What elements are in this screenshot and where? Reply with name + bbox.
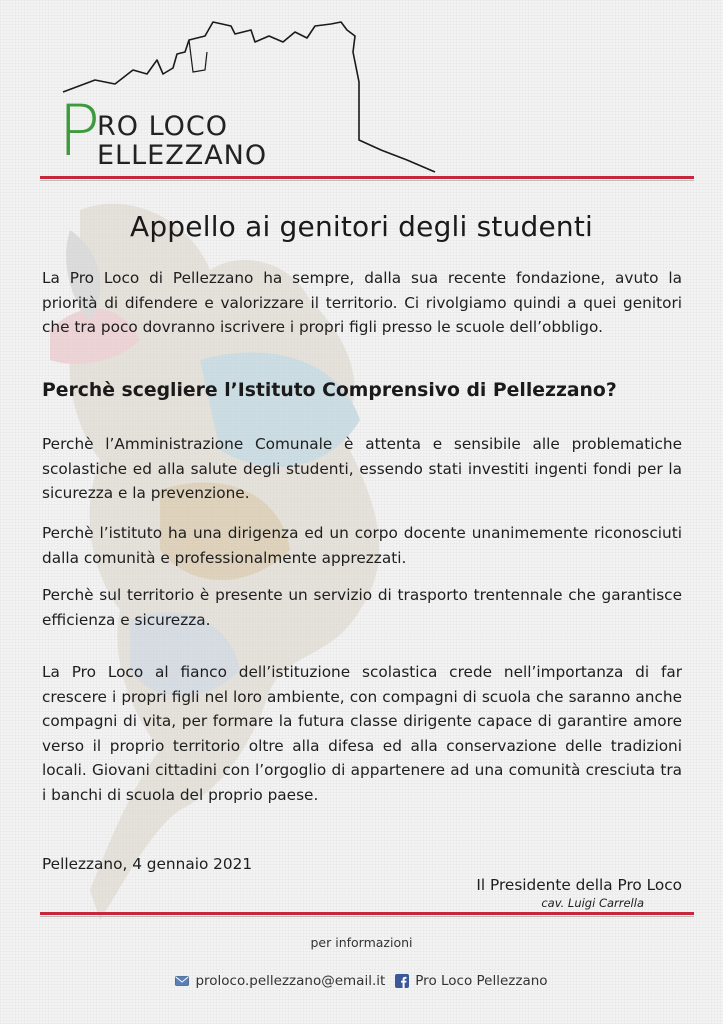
top-red-divider: [40, 176, 694, 179]
logo-initial-p: P: [58, 90, 101, 172]
contact-row: [0, 973, 723, 989]
facebook-icon: [395, 974, 409, 988]
reason-paragraph: Perchè l’istituto ha una dirigenza ed un corpo docente unanimemente riconosciuti dalla comunità e professionalmente apprezzati.: [42, 524, 682, 567]
closing-paragraph: La Pro Loco al fianco dell’istituzione scolastica crede nell’importanza di far crescere i propri figli nel loro ambiente, con compagni di scuola che saranno anche compagni di vita, per formare la futura classe dirigente capace di garantire amore verso il proprio territorio oltre alla difesa ed alla conservazione delle tradizioni locali. Giovani cittadini con l’orgoglio di appartenere ad una comunità cresciuta tra i banchi di scuola del proprio paese.: [42, 663, 682, 804]
email-contact[interactable]: [175, 973, 385, 989]
envelope-icon: [175, 974, 189, 988]
signature-title: Il Presidente della Pro Loco: [476, 876, 682, 894]
top-grey-divider: [40, 180, 694, 181]
section-heading: Perchè scegliere l’Istituto Comprensivo di Pellezzano?: [42, 380, 617, 401]
bottom-red-divider: [40, 912, 694, 915]
reason-paragraph: Perchè sul territorio è presente un servizio di trasporto trentennale che garantisce efficienza e sicurezza.: [42, 586, 682, 629]
info-label: per informazioni: [310, 935, 413, 950]
email-text[interactable]: proloco.pellezzano@email.it: [195, 973, 386, 989]
logo-text-line1: RO LOCO: [97, 111, 229, 142]
reason-paragraph: Perchè l’Amministrazione Comunale è attenta e sensibile alle problematiche scolastiche ed alla salute degli studenti, essendo stati investiti ingenti fondi per la sicurezza e la prevenzione.: [42, 435, 682, 502]
signature-name: cav. Luigi Carrella: [541, 896, 644, 910]
bottom-grey-divider: [40, 916, 694, 917]
facebook-contact[interactable]: [395, 973, 547, 989]
facebook-page-text[interactable]: Pro Loco Pellezzano: [415, 973, 548, 989]
logo-text-line2: ELLEZZANO: [97, 140, 268, 171]
pro-loco-logo: [55, 12, 445, 177]
page-title: Appello ai genitori degli studenti: [129, 210, 594, 243]
intro-paragraph: La Pro Loco di Pellezzano ha sempre, dalla sua recente fondazione, avuto la priorità di difendere e valorizzare il territorio. Ci rivolgiamo quindi a quei genitori che tra poco dovranno iscrivere i propri figli presso le scuole dell’obbligo.: [42, 269, 682, 336]
date-line: Pellezzano, 4 gennaio 2021: [42, 855, 253, 873]
signature-block: [476, 874, 682, 910]
